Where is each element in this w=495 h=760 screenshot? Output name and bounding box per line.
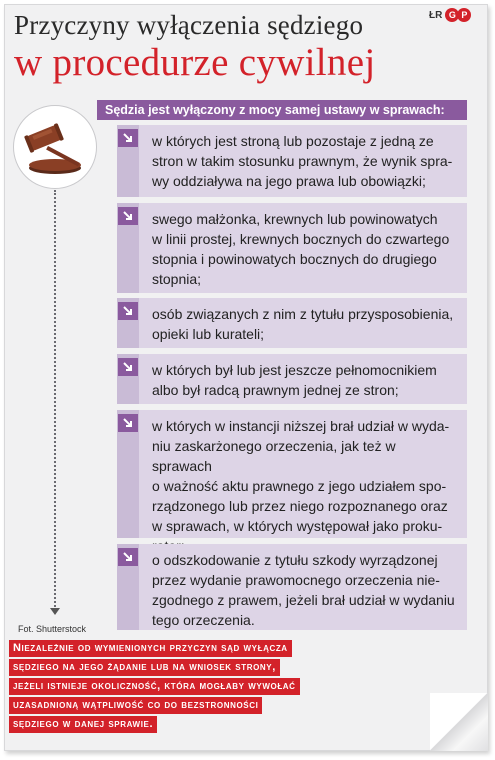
item-text: swego małżonka, krewnych lub powinowatych w linii prostej, krewnych bocznych do czwartego stopnia i powinowatych bocznych do drugiego stopnia;	[152, 211, 450, 287]
title-line-2: w procedurze cywilnej	[14, 41, 376, 84]
notice-line: sędziego w danej sprawie.	[9, 716, 157, 733]
item-text: w których jest stroną lub pozostaje z jedną ze stron w takim stosunku prawnym, że wynik spra- wy oddziaływa na jego prawa lub obowiązki;	[152, 133, 453, 189]
list-item	[117, 298, 467, 348]
logo-letter-p: P	[457, 8, 471, 22]
list-header: Sędzia jest wyłączony z mocy samej ustawy w sprawach:	[97, 100, 467, 120]
item-text: w których w instancji niższej brał udział w wyda- niu zaskarżonego orzeczenia, jak też w sprawach o ważność aktu prawnego z jego udziałem spo- rządzonego lub przez niego rozpoznanego oraz w sprawach, w których występował jako proku-	[152, 418, 450, 534]
notice-line: uzasadnioną wątpliwość co do bezstronności	[9, 697, 262, 714]
arrow-down-right-icon	[118, 129, 138, 147]
logo-letter-g: G	[445, 8, 459, 22]
item-text: w których był lub jest jeszcze pełnomocnikiem albo był radcą prawnym jednej ze stron;	[152, 362, 437, 398]
dotted-connector	[54, 190, 56, 610]
gavel-icon	[14, 106, 96, 188]
notice-line: jeżeli istnieje okoliczność, która mogłaby wywołać	[9, 678, 300, 695]
list-item	[117, 354, 467, 404]
arrow-down-right-icon	[118, 302, 138, 320]
notice-line: sędziego na jego żądanie lub na wniosek strony,	[9, 659, 280, 676]
logo-text: ŁR	[429, 9, 443, 21]
title-line-1: Przyczyny wyłączenia sędziego	[14, 10, 364, 40]
list-item	[117, 544, 467, 630]
gavel-image	[13, 105, 97, 189]
notice-line: Niezależnie od wymienionych przyczyn sąd wyłącza	[9, 640, 292, 657]
item-text: osób związanych z nim z tytułu przysposobienia, opieki lub kurateli;	[152, 306, 454, 342]
dotted-connector-arrow	[50, 608, 60, 615]
list-item	[117, 203, 467, 293]
arrow-down-right-icon	[118, 414, 138, 432]
page-curl	[430, 693, 488, 751]
photo-credit: Fot. Shutterstock	[18, 624, 87, 634]
arrow-down-right-icon	[118, 548, 138, 566]
list-item	[117, 125, 467, 197]
publisher-logo	[429, 8, 473, 22]
item-text: o odszkodowanie z tytułu szkody wyrządzonej przez wydanie prawomocnego orzeczenia nie- zgodnego z prawem, jeżeli brał udział w wydaniu tego orzeczenia.	[152, 552, 455, 628]
arrow-down-right-icon	[118, 207, 138, 225]
list-item	[117, 410, 467, 538]
arrow-down-right-icon	[118, 358, 138, 376]
logo-mark	[445, 8, 473, 22]
